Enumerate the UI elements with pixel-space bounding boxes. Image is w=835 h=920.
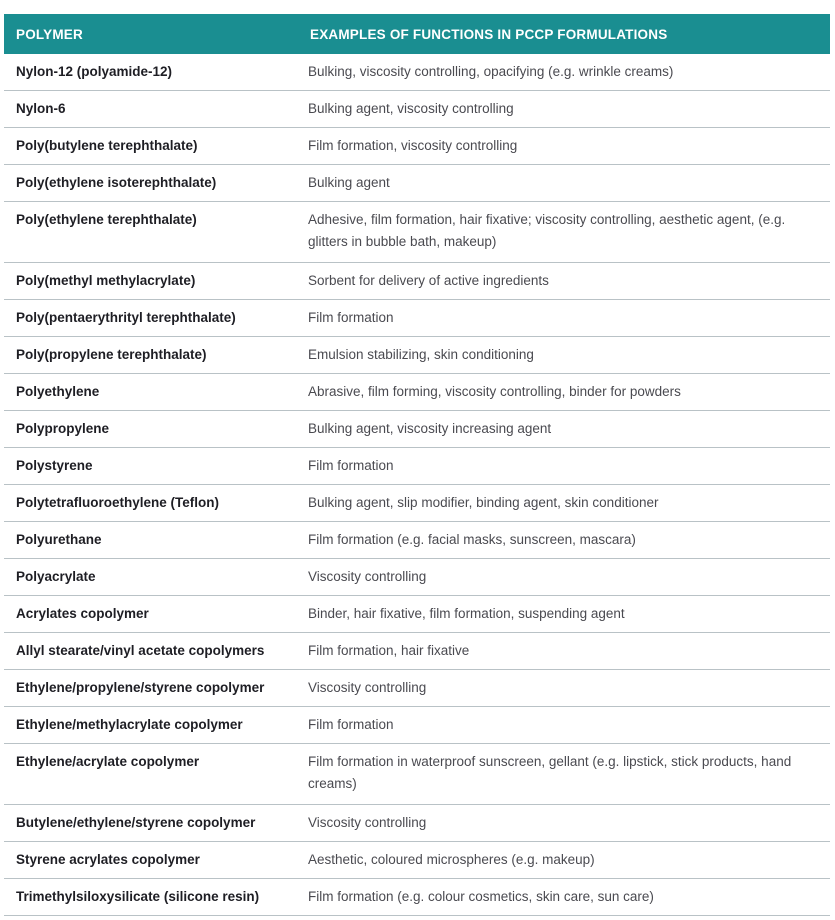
table-row: [4, 54, 830, 91]
table-row: [4, 633, 830, 670]
functions-cell: Film formation, viscosity controlling: [298, 128, 830, 165]
header-polymer: POLYMER: [4, 14, 298, 54]
table-row: [4, 128, 830, 165]
polymer-cell: Butylene/ethylene/styrene copolymer: [4, 805, 298, 842]
functions-cell: Film formation: [298, 300, 830, 337]
table-row: [4, 670, 830, 707]
table-row: [4, 842, 830, 879]
functions-cell: Adhesive, film formation, hair fixative; viscosity controlling, aesthetic agent, (e.g. glitters in bubble bath, makeup): [298, 202, 830, 263]
functions-cell: Sorbent for delivery of active ingredients: [298, 263, 830, 300]
functions-cell: Bulking agent, viscosity increasing agent: [298, 411, 830, 448]
table-row: [4, 165, 830, 202]
table-row: [4, 91, 830, 128]
table-row: [4, 805, 830, 842]
functions-cell: Film formation (e.g. colour cosmetics, skin care, sun care): [298, 879, 830, 916]
table-row: [4, 263, 830, 300]
functions-cell: Aesthetic, coloured microspheres (e.g. makeup): [298, 842, 830, 879]
polymer-cell: Polyurethane: [4, 522, 298, 559]
table-row: [4, 744, 830, 805]
table-row: [4, 485, 830, 522]
functions-cell: Film formation: [298, 448, 830, 485]
table-row: [4, 337, 830, 374]
polymer-cell: Allyl stearate/vinyl acetate copolymers: [4, 633, 298, 670]
polymer-cell: Trimethylsiloxysilicate (silicone resin): [4, 879, 298, 916]
table-row: [4, 707, 830, 744]
header-row: [4, 14, 830, 54]
polymer-cell: Acrylates copolymer: [4, 596, 298, 633]
functions-cell: Emulsion stabilizing, skin conditioning: [298, 337, 830, 374]
functions-cell: Bulking agent: [298, 165, 830, 202]
functions-cell: Film formation in waterproof sunscreen, gellant (e.g. lipstick, stick products, hand creams): [298, 744, 830, 805]
polymer-cell: Polyethylene: [4, 374, 298, 411]
functions-cell: Viscosity controlling: [298, 559, 830, 596]
table-row: [4, 559, 830, 596]
header-functions: EXAMPLES OF FUNCTIONS IN PCCP FORMULATIONS: [298, 14, 830, 54]
polymer-cell: Nylon-12 (polyamide-12): [4, 54, 298, 91]
table-row: [4, 202, 830, 263]
polymer-cell: Poly(butylene terephthalate): [4, 128, 298, 165]
table-row: [4, 596, 830, 633]
polymer-cell: Polytetrafluoroethylene (Teflon): [4, 485, 298, 522]
polymer-cell: Ethylene/acrylate copolymer: [4, 744, 298, 805]
functions-cell: Binder, hair fixative, film formation, suspending agent: [298, 596, 830, 633]
functions-cell: Film formation (e.g. facial masks, sunscreen, mascara): [298, 522, 830, 559]
table-row: [4, 300, 830, 337]
polymer-cell: Ethylene/propylene/styrene copolymer: [4, 670, 298, 707]
table-header: [4, 14, 830, 54]
table-row: [4, 374, 830, 411]
polymer-functions-table: [4, 14, 830, 916]
polymer-cell: Styrene acrylates copolymer: [4, 842, 298, 879]
polymer-cell: Poly(methyl methylacrylate): [4, 263, 298, 300]
polymer-cell: Poly(ethylene terephthalate): [4, 202, 298, 263]
functions-cell: Viscosity controlling: [298, 670, 830, 707]
table-body: [4, 54, 830, 916]
table-row: [4, 522, 830, 559]
functions-cell: Bulking agent, slip modifier, binding agent, skin conditioner: [298, 485, 830, 522]
polymer-cell: Poly(ethylene isoterephthalate): [4, 165, 298, 202]
functions-cell: Film formation: [298, 707, 830, 744]
polymer-cell: Polypropylene: [4, 411, 298, 448]
polymer-cell: Ethylene/methylacrylate copolymer: [4, 707, 298, 744]
polymer-cell: Poly(propylene terephthalate): [4, 337, 298, 374]
functions-cell: Bulking agent, viscosity controlling: [298, 91, 830, 128]
table-row: [4, 879, 830, 916]
polymer-cell: Polystyrene: [4, 448, 298, 485]
polymer-cell: Polyacrylate: [4, 559, 298, 596]
functions-cell: Bulking, viscosity controlling, opacifying (e.g. wrinkle creams): [298, 54, 830, 91]
polymer-cell: Poly(pentaerythrityl terephthalate): [4, 300, 298, 337]
table-row: [4, 448, 830, 485]
table-row: [4, 411, 830, 448]
functions-cell: Film formation, hair fixative: [298, 633, 830, 670]
polymer-cell: Nylon-6: [4, 91, 298, 128]
functions-cell: Abrasive, film forming, viscosity controlling, binder for powders: [298, 374, 830, 411]
functions-cell: Viscosity controlling: [298, 805, 830, 842]
